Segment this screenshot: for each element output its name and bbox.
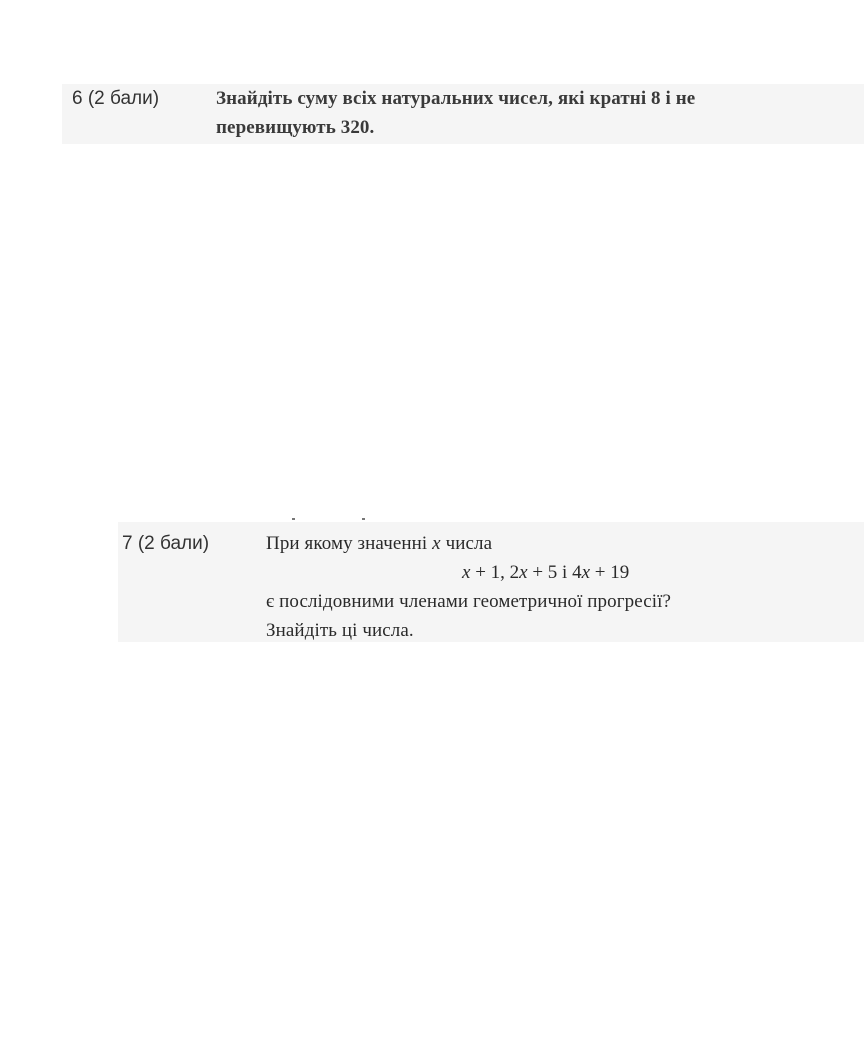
formula-term-3-rest: + 19 — [590, 562, 630, 583]
formula-term-1-variable: x — [462, 562, 471, 583]
problem-7-line-1-after: числа — [445, 533, 493, 554]
problem-7-text-line-4: Знайдіть ці числа. — [266, 620, 414, 641]
problem-6-number: 6 (2 бали) — [72, 88, 160, 109]
scan-speck — [292, 518, 295, 520]
formula-term-2-variable: x — [519, 562, 528, 583]
formula-term-3-variable: x — [581, 562, 591, 583]
scan-speck — [362, 518, 365, 520]
problem-7-formula — [462, 562, 629, 584]
problem-7-line-1-before: При якому значенні — [266, 533, 428, 554]
problem-7-text-line-3: є послідовними членами геометричної прогресії? — [266, 591, 672, 612]
problem-7-text-line-1 — [266, 533, 492, 555]
formula-term-1-rest: + 1, 2 — [470, 562, 520, 583]
problem-6-text-line-2: перевищують 320. — [216, 117, 375, 138]
variable-x: x — [432, 533, 441, 554]
problem-7-number: 7 (2 бали) — [122, 533, 210, 554]
problem-6-text-line-1: Знайдіть суму всіх натуральних чисел, які кратні 8 і не — [216, 88, 696, 109]
formula-term-2-rest: + 5 і 4 — [527, 562, 582, 583]
